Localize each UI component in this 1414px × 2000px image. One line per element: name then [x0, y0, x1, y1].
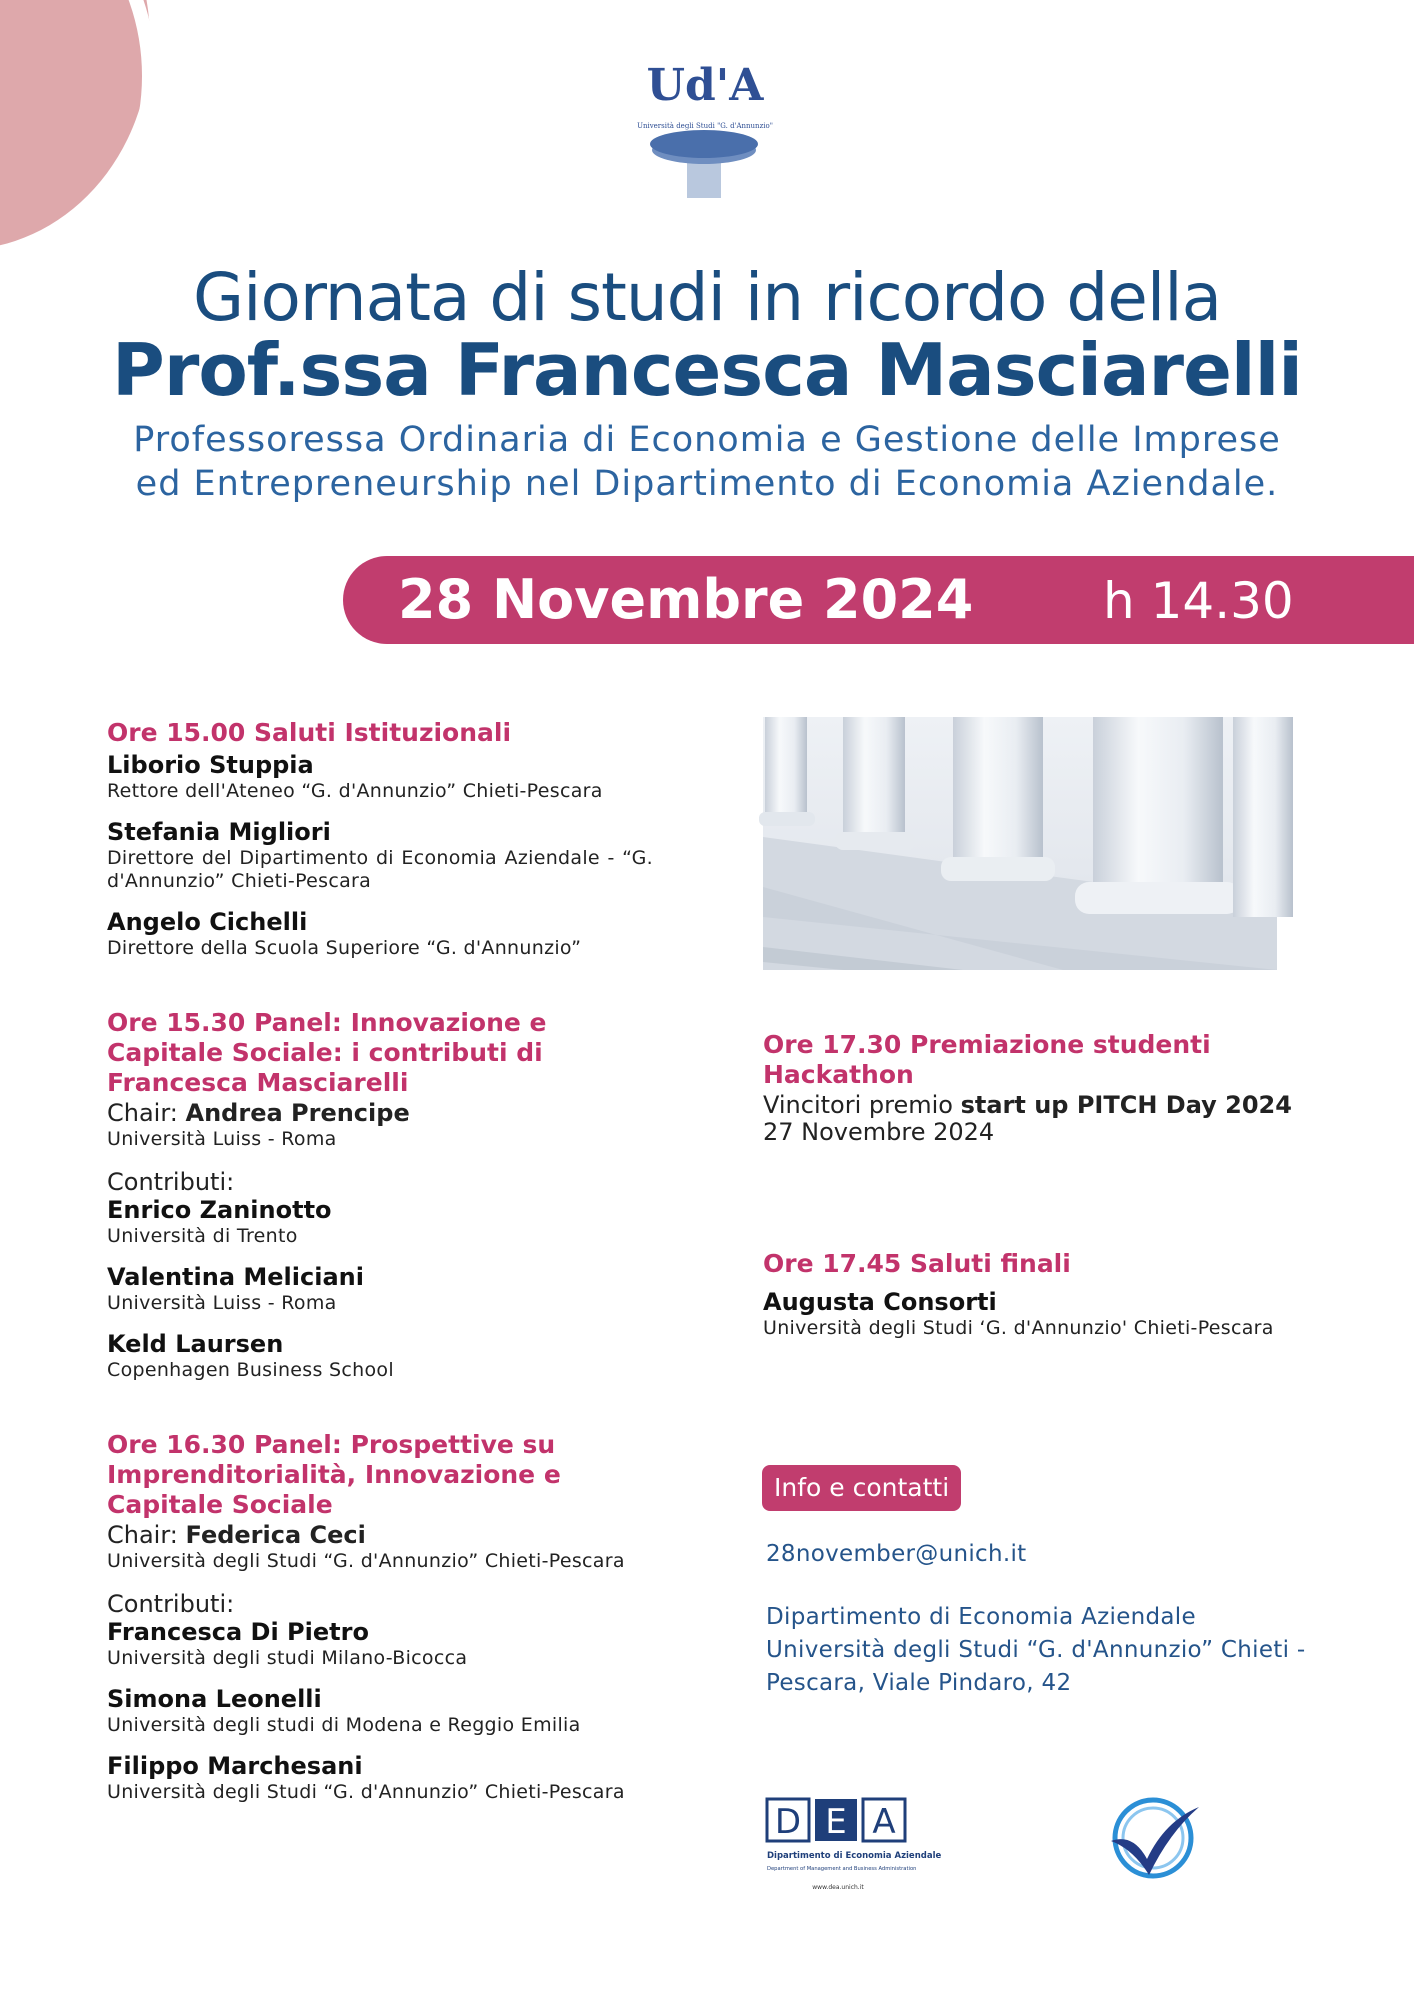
person-affiliation: Copenhagen Business School [107, 1359, 394, 1381]
dea-letter-e: E [825, 1802, 847, 1842]
session2-chair [107, 1098, 653, 1128]
uda-logo [637, 60, 773, 200]
chair-affiliation: Università degli Studi “G. d'Annunzio” Chieti-Pescara [107, 1550, 625, 1572]
person-affiliation: Università degli studi di Modena e Reggio Emilia [107, 1714, 581, 1736]
person-affiliation: Rettore dell'Ateneo “G. d'Annunzio” Chieti-Pescara [107, 780, 603, 802]
person-item [107, 907, 653, 960]
session5-title: Ore 17.45 Saluti finali [763, 1249, 1071, 1278]
person-item [107, 1329, 653, 1382]
contributions-label: Contributi: [107, 1590, 235, 1618]
person-affiliation: Università degli Studi “G. d'Annunzio” Chieti-Pescara [107, 1781, 625, 1803]
session4-block [763, 1030, 1323, 1147]
dea-letter-d: D [774, 1802, 802, 1842]
subtitle-line2: ed Entrepreneurship nel Dipartimento di Economia Aziendale. [135, 464, 1279, 504]
person-name: Filippo Marchesani [107, 1752, 363, 1780]
columns-illustration [763, 717, 1277, 970]
person-affiliation: Università degli Studi ‘G. d'Annunzio' Chieti-Pescara [763, 1317, 1274, 1339]
person-name: Simona Leonelli [107, 1685, 322, 1713]
event-date: 28 Novembre 2024 [398, 568, 974, 631]
address-line2: Università degli Studi “G. d'Annunzio” Chieti - [766, 1637, 1306, 1663]
session5-block [763, 1249, 1323, 1340]
session1-title: Ore 15.00 Saluti Istituzionali [107, 718, 512, 747]
person-name: Keld Laursen [107, 1330, 284, 1358]
person-affiliation: Università Luiss - Roma [107, 1292, 337, 1314]
page-title-line2: Prof.ssa Francesca Masciarelli [112, 328, 1302, 412]
person-affiliation: Direttore della Scuola Superiore “G. d'Annunzio” [107, 937, 582, 959]
session4-line2: 27 Novembre 2024 [763, 1118, 995, 1146]
person-item [107, 1262, 653, 1315]
dea-logo [765, 1797, 942, 1901]
person-name: Stefania Migliori [107, 818, 331, 846]
uda-logo-subtext: Università degli Studi "G. d'Annunzio" [637, 122, 773, 130]
winners-event: start up PITCH Day 2024 [960, 1091, 1292, 1119]
person-affiliation: Università degli studi Milano-Bicocca [107, 1647, 468, 1669]
session4-line1 [763, 1090, 1323, 1120]
person-affiliation: Università di Trento [107, 1225, 298, 1247]
page-title-line1: Giornata di studi in ricordo della [192, 259, 1222, 336]
date-banner [343, 556, 1414, 644]
person-name: Angelo Cichelli [107, 908, 308, 936]
page-subtitle [0, 418, 1414, 506]
winners-prefix: Vincitori premio [763, 1091, 961, 1119]
person-name: Valentina Meliciani [107, 1263, 364, 1291]
person-item [107, 750, 653, 803]
person-item [107, 1751, 653, 1804]
checkmark-logo-icon [1103, 1793, 1203, 1883]
program-left-column [107, 718, 653, 1804]
dea-line1: Dipartimento di Economia Aziendale [767, 1851, 942, 1861]
dea-letter-a: A [872, 1802, 896, 1842]
columns-photo [763, 717, 1277, 970]
session3-title: Ore 16.30 Panel: Prospettive su Imprenditorialità, Innovazione e Capitale Sociale [107, 1430, 561, 1519]
address-line3: Pescara, Viale Pindaro, 42 [766, 1670, 1072, 1696]
dea-url: www.dea.unich.it [812, 1884, 864, 1891]
session2-title: Ore 15.30 Panel: Innovazione e Capitale Sociale: i contributi di Francesca Masciarelli [107, 1008, 547, 1097]
person-item [107, 817, 653, 893]
chair-name: Federica Ceci [185, 1521, 366, 1549]
session4-title: Ore 17.30 Premiazione studenti Hackathon [763, 1030, 1211, 1089]
chair-label: Chair: [107, 1521, 186, 1549]
person-name: Augusta Consorti [763, 1288, 997, 1316]
person-name: Liborio Stuppia [107, 751, 314, 779]
person-item [763, 1287, 1323, 1340]
person-name: Enrico Zaninotto [107, 1196, 332, 1224]
event-hour: h 14.30 [1103, 572, 1294, 630]
chair-affiliation: Università Luiss - Roma [107, 1128, 337, 1150]
subtitle-line1: Professoressa Ordinaria di Economia e Gestione delle Imprese [133, 420, 1281, 460]
session3-chair [107, 1520, 653, 1550]
person-item [107, 1684, 653, 1737]
dea-line2: Department of Management and Business Administration [767, 1866, 917, 1872]
contact-address [766, 1601, 1306, 1700]
chair-label: Chair: [107, 1099, 186, 1127]
person-affiliation: Direttore del Dipartimento di Economia Aziendale - “G. d'Annunzio” Chieti-Pescara [107, 847, 653, 892]
contributions-label: Contributi: [107, 1168, 235, 1196]
person-item [107, 1617, 653, 1670]
corner-decoration-ring [0, 0, 156, 282]
address-line1: Dipartimento di Economia Aziendale [766, 1604, 1196, 1630]
info-contacts-badge: Info e contatti [762, 1465, 961, 1511]
chair-name: Andrea Prencipe [185, 1099, 410, 1127]
person-item [107, 1195, 653, 1248]
uda-logo-text: Ud'A [646, 60, 764, 111]
person-name: Francesca Di Pietro [107, 1618, 369, 1646]
contact-email-link[interactable]: 28november@unich.it [766, 1541, 1027, 1567]
